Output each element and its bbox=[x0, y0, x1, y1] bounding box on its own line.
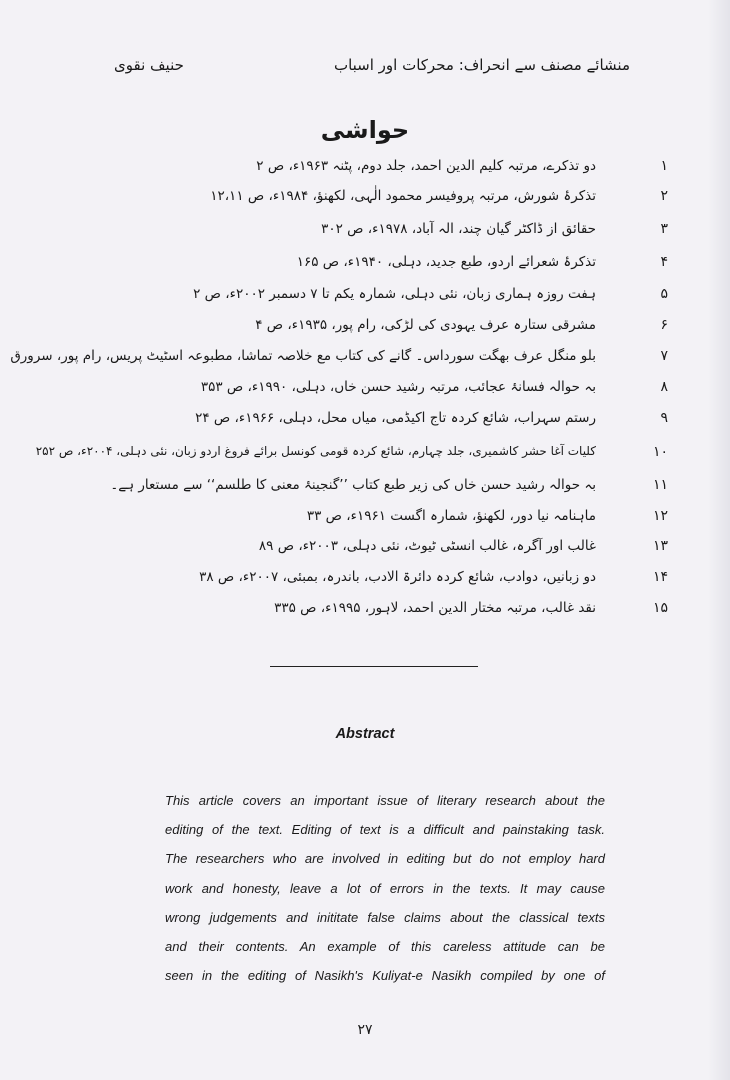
footnote-number: ۱۱ bbox=[652, 477, 668, 493]
section-title: حواشی bbox=[320, 116, 410, 144]
footnote bbox=[150, 254, 668, 284]
footnote-number: ۱۰ bbox=[652, 444, 668, 460]
footnote bbox=[150, 508, 668, 538]
footnote-text: نقد غالب، مرتبہ مختار الدین احمد، لاہور، ۱۹۹۵ء، ص ۳۳۵ bbox=[274, 600, 596, 616]
footnote-number: ۱۲ bbox=[652, 508, 668, 524]
footnote-text: رستم سہراب، شائع کردہ تاج اکیڈمی، میاں محل، دہلی، ۱۹۶۶ء، ص ۲۴ bbox=[195, 410, 596, 426]
footnote-text: غالب اور آگرہ، غالب انسٹی ٹیوٹ، نئی دہلی، ۲۰۰۳ء، ص ۸۹ bbox=[258, 538, 596, 554]
footnote-number: ۱۵ bbox=[652, 600, 668, 616]
footnote bbox=[150, 379, 668, 409]
running-header-author: حنیف نقوی bbox=[114, 56, 184, 74]
footnote-number: ۶ bbox=[660, 317, 668, 333]
footnote-text: بہ حوالہ فسانۂ عجائب، مرتبہ رشید حسن خاں، دہلی، ۱۹۹۰ء، ص ۳۵۳ bbox=[200, 379, 596, 395]
footnote-text: تذکرۂ شعرائے اردو، طبع جدید، دہلی، ۱۹۴۰ء، ص ۱۶۵ bbox=[296, 254, 596, 270]
abstract-line: editing of the text. Editing of text is a difficult and painstaking task. bbox=[165, 822, 605, 838]
abstract-line: work and honesty, leave a lot of errors in the texts. It may cause bbox=[165, 880, 605, 896]
footnote bbox=[150, 317, 668, 347]
footnote-text: ماہنامہ نیا دور، لکھنؤ، شمارہ اگست ۱۹۶۱ء، ص ۳۳ bbox=[306, 508, 596, 524]
footnote-number: ۳ bbox=[660, 221, 668, 237]
footnote bbox=[35, 444, 668, 474]
footnote-number: ۸ bbox=[660, 379, 668, 395]
footnote-number: ۱۴ bbox=[652, 569, 668, 585]
page-number: ۲۷ bbox=[357, 1022, 373, 1038]
footnote-number: ۵ bbox=[660, 286, 668, 302]
separator-rule bbox=[270, 666, 478, 667]
footnote-text: دو زبانیں، دوادب، شائع کردہ دائرۃ الادب، باندرہ، بمبئی، ۲۰۰۷ء، ص ۳۸ bbox=[199, 569, 596, 585]
abstract-line: The researchers who are involved in editing but do not employ hard bbox=[165, 851, 605, 867]
footnote bbox=[10, 348, 668, 378]
footnote bbox=[150, 569, 668, 599]
footnote-number: ۲ bbox=[660, 188, 668, 204]
abstract-line: and their contents. An example of this careless attitude can be bbox=[165, 939, 605, 955]
footnote-text: مشرقی ستارہ عرف یہودی کی لڑکی، رام پور، ۱۹۳۵ء، ص ۴ bbox=[255, 317, 596, 333]
footnote-number: ۱ bbox=[660, 158, 668, 174]
abstract-line: This article covers an important issue of literary research about the bbox=[165, 793, 605, 808]
footnote bbox=[110, 477, 668, 507]
footnote bbox=[150, 538, 668, 568]
footnote-text: ہفت روزہ ہماری زبان، نئی دہلی، شمارہ یکم تا ۷ دسمبر ۲۰۰۲ء، ص ۲ bbox=[193, 286, 596, 302]
footnote-number: ۴ bbox=[660, 254, 668, 270]
footnote-text: تذکرۂ شورش، مرتبہ پروفیسر محمود الٰہی، لکھنؤ، ۱۹۸۴ء، ص ۱۲،۱۱ bbox=[210, 188, 596, 204]
footnote-number: ۷ bbox=[660, 348, 668, 364]
footnote bbox=[150, 286, 668, 316]
footnote-number: ۹ bbox=[660, 410, 668, 426]
footnote-text: بلو منگل عرف بھگت سورداس۔ گانے کی کتاب مع خلاصہ تماشا، مطبوعہ اسٹیٹ پریس، رام پور، سرورق bbox=[10, 348, 596, 364]
abstract-title: Abstract bbox=[335, 726, 395, 742]
footnote-text: حقائق از ڈاکٹر گیان چند، الہ آباد، ۱۹۷۸ء، ص ۳۰۲ bbox=[321, 221, 596, 237]
footnote-text: بہ حوالہ رشید حسن خاں کی زیر طبع کتاب ’’گنجینۂ معنی کا طلسم‘‘ سے مستعار ہے۔ bbox=[110, 477, 596, 493]
abstract-line: seen in the editing of Nasikh's Kuliyat-e Nasikh compiled by one of bbox=[165, 968, 605, 984]
footnote-text: کلیات آغا حشر کاشمیری، جلد چہارم، شائع کردہ قومی کونسل برائے فروغ اردو زبان، نئی دہلی، ۲۰۰۴ء، ص ۲۵۲ bbox=[35, 444, 596, 458]
footnote-number: ۱۳ bbox=[652, 538, 668, 554]
footnote bbox=[150, 600, 668, 630]
footnote bbox=[150, 410, 668, 440]
abstract-body bbox=[165, 786, 605, 990]
running-header-title: منشائے مصنف سے انحراف: محرکات اور اسباب bbox=[333, 56, 630, 74]
footnote bbox=[150, 221, 668, 251]
footnote bbox=[150, 158, 668, 188]
abstract-line: wrong judgements and inititate false claims about the classical texts bbox=[165, 909, 605, 925]
footnote bbox=[150, 188, 668, 218]
footnote-text: دو تذکرے، مرتبہ کلیم الدین احمد، جلد دوم، پٹنہ ۱۹۶۳ء، ص ۲ bbox=[256, 158, 596, 174]
